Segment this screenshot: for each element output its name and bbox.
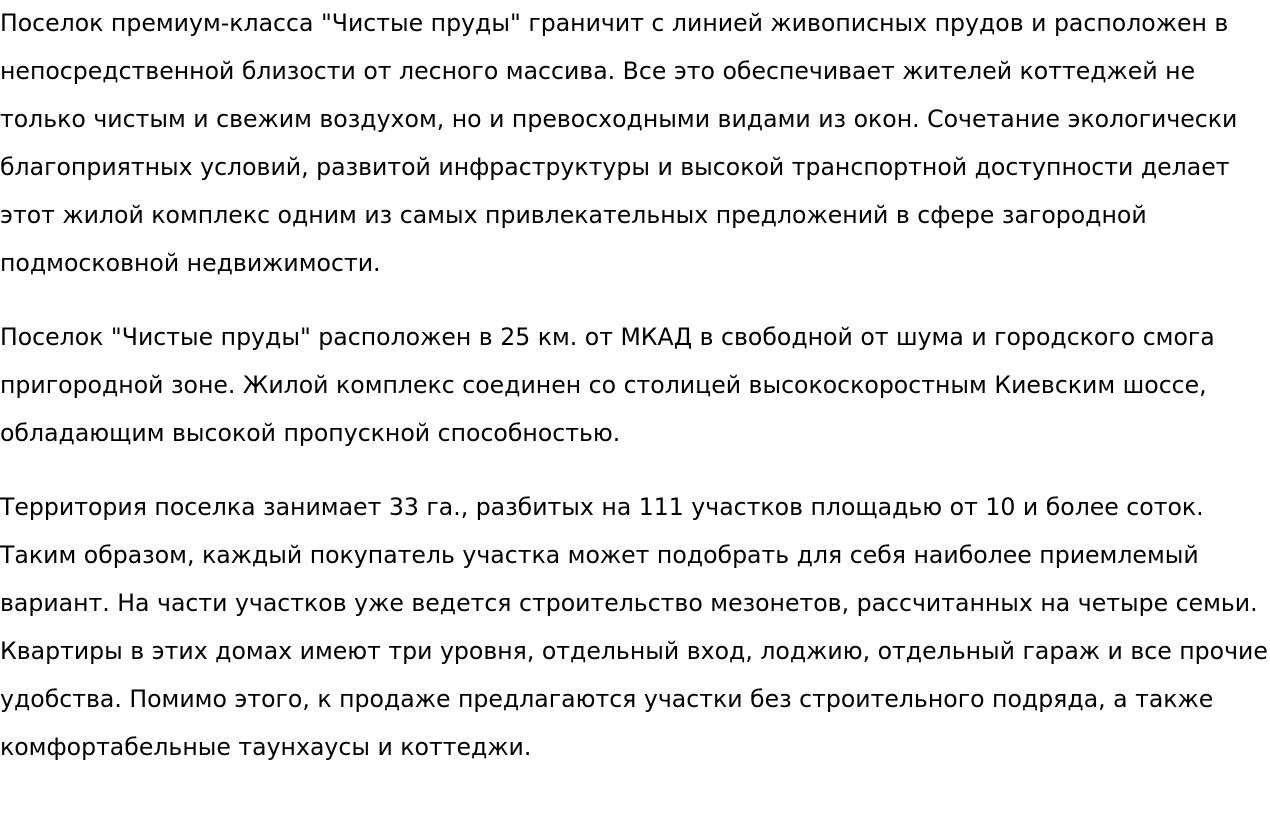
- paragraph-transport-access: Поселок "Чистые пруды" расположен в 25 км. от МКАД в свободной от шума и городского смога пригородной зоне. Жилой комплекс соединен со столицей высокоскоростным Киевским шоссе, обладающим высокой пропускной способностью.: [0, 323, 1215, 447]
- paragraph-territory-details: Территория поселка занимает 33 га., разбитых на 111 участков площадью от 10 и более соток. Таким образом, каждый покупатель участка может подобрать для себя наиболее приемлемый вариант. На части участков уже ведется строительство мезонетов, рассчитанных на четыре семьи. Квартиры в этих домах имеют три уровня, отдельный вход, лоджию, отдельный гараж и все прочие удобства. Помимо этого, к продаже предлагаются участки без строительного подряда, а также комфортабельные таунхаусы и коттеджи.: [0, 493, 1268, 761]
- paragraph-location-features: Поселок премиум-класса "Чистые пруды" граничит с линией живописных прудов и расположен в непосредственной близости от лесного массива. Все это обеспечивает жителей коттеджей не только чистым и свежим воздухом, но и превосходными видами из окон. Сочетание экологически благоприятных условий, развитой инфраструктуры и высокой транспортной доступности делает этот жилой комплекс одним из самых привлекательных предложений в сфере загородной подмосковной недвижимости.: [0, 9, 1238, 277]
